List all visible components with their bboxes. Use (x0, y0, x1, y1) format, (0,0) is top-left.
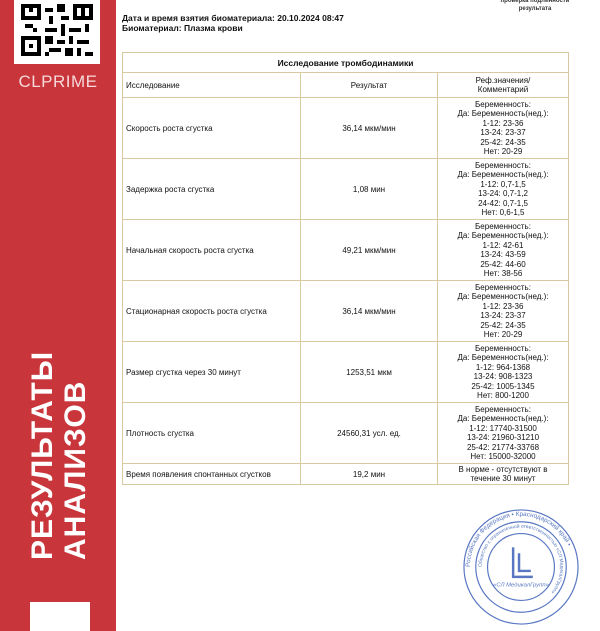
reference-line: течение 30 минут (470, 474, 536, 483)
test-name: Задержка роста сгустка (123, 159, 301, 220)
svg-text:Российская Федерация • Краснод: Российская Федерация • Краснодарский край • (464, 510, 573, 568)
table-row (123, 98, 569, 159)
reference-line: Беременность: (475, 404, 531, 414)
reference-line: Да: Беременность(нед.): (457, 353, 549, 362)
reference-line: Нет: 38-56 (483, 269, 523, 278)
vertical-title (26, 340, 92, 560)
reference-line: Беременность: (475, 343, 531, 353)
reference-line: 13-24: 23-37 (480, 128, 526, 137)
verify-link[interactable]: проверка подлинности результата (500, 0, 570, 12)
reference-line: В норме - отсутствуют в (458, 464, 548, 474)
reference-values (438, 159, 569, 220)
sidebar (0, 0, 116, 631)
reference-values (438, 98, 569, 159)
table-row (123, 464, 569, 485)
table-row (123, 403, 569, 464)
reference-values (438, 281, 569, 342)
reference-line: 13-24: 23-37 (480, 311, 526, 320)
company-stamp (462, 508, 580, 626)
test-name: Время появления спонтанных сгустков (123, 464, 301, 485)
vertical-title-line-2: АНАЛИЗОВ (59, 380, 92, 560)
reference-line: Нет: 20-29 (483, 147, 523, 156)
test-result: 36,14 мкм/мин (301, 281, 438, 342)
reference-line: 1-12: 964-1368 (475, 362, 531, 372)
svg-text:Общество с ограниченной ответс: Общество с ограниченной ответственностью «СЛ МедикалГрупп» (478, 524, 564, 595)
reference-line: 25-42: 24-35 (480, 320, 526, 330)
header-reference (438, 73, 569, 98)
reference-line: 13-24: 21960-31210 (466, 433, 540, 442)
reference-line: 1-12: 0,7-1,5 (480, 179, 526, 189)
test-result: 36,14 мкм/мин (301, 98, 438, 159)
reference-line: 25-42: 24-35 (480, 137, 526, 147)
table-row (123, 342, 569, 403)
reference-values (438, 403, 569, 464)
date-value: 20.10.2024 08:47 (277, 13, 344, 23)
reference-line: Да: Беременность(нед.): (457, 231, 549, 240)
reference-line: Беременность: (475, 99, 531, 109)
reference-line: 25-42: 1005-1345 (471, 381, 535, 391)
date-label: Дата и время взятия биоматериала: (122, 13, 275, 23)
reference-line: Беременность: (475, 282, 531, 292)
decorative-box (30, 602, 90, 631)
test-result: 19,2 мин (301, 464, 438, 485)
reference-line: Нет: 15000-32000 (470, 452, 536, 461)
header-test: Исследование (123, 73, 301, 98)
reference-line: 24-42: 0,7-1,5 (478, 198, 528, 208)
table-row (123, 220, 569, 281)
svg-text:«СЛ МедикалГрупп»: «СЛ МедикалГрупп» (493, 582, 549, 589)
test-result: 24560,31 усл. ед. (301, 403, 438, 464)
biomaterial-value: Плазма крови (183, 23, 243, 33)
reference-line: 1-12: 23-36 (482, 118, 524, 128)
reference-line: 1-12: 17740-31500 (469, 423, 537, 433)
reference-line: Нет: 800-1200 (477, 391, 529, 400)
biomaterial-label: Биоматериал: (122, 23, 182, 33)
reference-line: 25-42: 44-60 (480, 259, 526, 269)
test-name: Плотность сгустка (123, 403, 301, 464)
test-name: Начальная скорость роста сгустка (123, 220, 301, 281)
reference-line: 1-12: 23-36 (482, 301, 524, 311)
test-name: Стационарная скорость роста сгустка (123, 281, 301, 342)
reference-line: Нет: 20-29 (483, 330, 523, 339)
reference-line: 13-24: 908-1323 (473, 372, 533, 381)
test-name: Размер сгустка через 30 минут (123, 342, 301, 403)
sample-info (122, 13, 344, 33)
reference-line: Да: Беременность(нед.): (457, 109, 549, 118)
reference-line: Беременность: (475, 221, 531, 231)
reference-line: 1-12: 42-61 (482, 240, 524, 250)
reference-line: Нет: 0,6-1,5 (481, 208, 525, 217)
results-table (122, 52, 569, 485)
reference-line: Да: Беременность(нед.): (457, 292, 549, 301)
table-row (123, 281, 569, 342)
reference-line: 13-24: 43-59 (480, 250, 526, 259)
reference-values (438, 220, 569, 281)
reference-line: Да: Беременность(нед.): (457, 170, 549, 179)
reference-line: Беременность: (475, 160, 531, 170)
header-result: Результат (301, 73, 438, 98)
test-result: 1,08 мин (301, 159, 438, 220)
reference-line: 13-24: 0,7-1,2 (478, 189, 528, 198)
qr-code (14, 0, 100, 64)
reference-values (438, 464, 569, 485)
reference-line: 25-42: 21774-33768 (466, 442, 540, 452)
test-result: 1253,51 мкм (301, 342, 438, 403)
test-result: 49,21 мкм/мин (301, 220, 438, 281)
vertical-title-line-1: РЕЗУЛЬТАТЫ (26, 350, 59, 560)
test-name: Скорость роста сгустка (123, 98, 301, 159)
brand-logo: CLPRIME (18, 72, 98, 91)
table-title: Исследование тромбодинамики (123, 53, 569, 73)
table-row (123, 159, 569, 220)
reference-values (438, 342, 569, 403)
header-reference-text: Реф.значения/ Комментарий (475, 75, 531, 94)
reference-line: Да: Беременность(нед.): (457, 414, 549, 423)
